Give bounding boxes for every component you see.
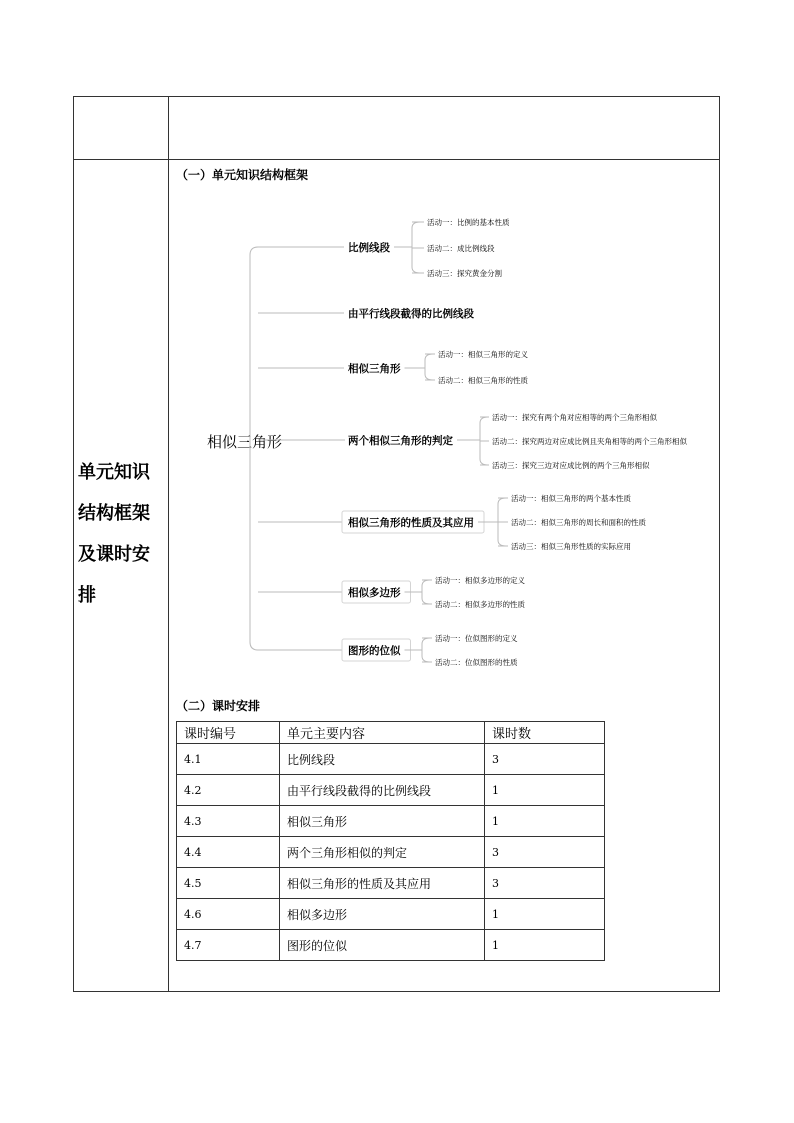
- table-row: [177, 930, 605, 961]
- row-label-line: 结构框架: [78, 503, 150, 524]
- cell-content: 两个三角形相似的判定: [280, 837, 485, 868]
- cell-count: 1: [485, 775, 605, 806]
- activity-label: 活动二：相似三角形的性质: [438, 376, 528, 385]
- cell-count: 1: [485, 806, 605, 837]
- cell-content: 相似三角形的性质及其应用: [280, 868, 485, 899]
- branch-label: 由平行线段截得的比例线段: [348, 308, 474, 320]
- mindmap-root-label: 相似三角形: [207, 433, 283, 451]
- cell-lesson-id: 4.4: [177, 837, 280, 868]
- branch-label: 比例线段: [348, 242, 390, 254]
- table-row: [177, 868, 605, 899]
- activity-label: 活动一：相似三角形的定义: [438, 350, 528, 359]
- activity-label: 活动一：比例的基本性质: [427, 218, 510, 227]
- cell-count: 3: [485, 837, 605, 868]
- cell-content: 比例线段: [280, 744, 485, 775]
- child-bracket: [422, 580, 430, 604]
- cell-count: 1: [485, 930, 605, 961]
- cell-content: 由平行线段截得的比例线段: [280, 775, 485, 806]
- table-row: [177, 775, 605, 806]
- table-header-row: [177, 722, 605, 744]
- header-lesson-id: 课时编号: [177, 722, 280, 744]
- cell-lesson-id: 4.5: [177, 868, 280, 899]
- activity-label: 活动二：成比例线段: [427, 244, 495, 253]
- child-bracket: [422, 638, 430, 662]
- cell-lesson-id: 4.7: [177, 930, 280, 961]
- header-main-content: 单元主要内容: [280, 722, 485, 744]
- activity-label: 活动二：探究两边对应成比例且夹角相等的两个三角形相似: [492, 437, 687, 446]
- activity-label: 活动一：相似多边形的定义: [435, 576, 525, 585]
- branch-label: 相似多边形: [348, 587, 401, 599]
- row-label-line: 排: [78, 585, 96, 606]
- cell-lesson-id: 4.2: [177, 775, 280, 806]
- activity-label: 活动一：位似图形的定义: [435, 634, 518, 643]
- branch-label: 相似三角形: [348, 363, 401, 375]
- cell-count: 3: [485, 868, 605, 899]
- cell-lesson-id: 4.1: [177, 744, 280, 775]
- branch-label: 相似三角形的性质及其应用: [348, 517, 474, 529]
- table-row: [177, 806, 605, 837]
- table-row: [177, 744, 605, 775]
- cell-lesson-id: 4.3: [177, 806, 280, 837]
- cell-content: 相似三角形: [280, 806, 485, 837]
- section-title-structure: （一）单元知识结构框架: [176, 168, 309, 182]
- cell-count: 1: [485, 899, 605, 930]
- cell-content: 相似多边形: [280, 899, 485, 930]
- activity-label: 活动二：相似三角形的周长和面积的性质: [511, 518, 646, 527]
- branch-label: 两个相似三角形的判定: [348, 435, 453, 447]
- activity-label: 活动一：相似三角形的两个基本性质: [511, 494, 631, 503]
- table-row: [177, 899, 605, 930]
- section-title-schedule: （二）课时安排: [176, 699, 261, 713]
- table-row: [177, 837, 605, 868]
- activity-label: 活动二：位似图形的性质: [435, 658, 518, 667]
- activity-label: 活动三：探究黄金分割: [427, 269, 502, 278]
- cell-count: 3: [485, 744, 605, 775]
- cell-lesson-id: 4.6: [177, 899, 280, 930]
- header-lesson-count: 课时数: [485, 722, 605, 744]
- child-bracket: [425, 354, 433, 380]
- activity-label: 活动二：相似多边形的性质: [435, 600, 525, 609]
- activity-label: 活动一：探究有两个角对应相等的两个三角形相似: [492, 413, 657, 422]
- lesson-schedule-table: [176, 721, 605, 961]
- activity-label: 活动三：探究三边对应成比例的两个三角形相似: [492, 461, 650, 470]
- row-label-line: 及课时安: [78, 544, 150, 565]
- row-label-line: 单元知识: [78, 462, 150, 483]
- branch-label: 图形的位似: [348, 645, 401, 657]
- activity-label: 活动三：相似三角形性质的实际应用: [511, 542, 631, 551]
- cell-content: 图形的位似: [280, 930, 485, 961]
